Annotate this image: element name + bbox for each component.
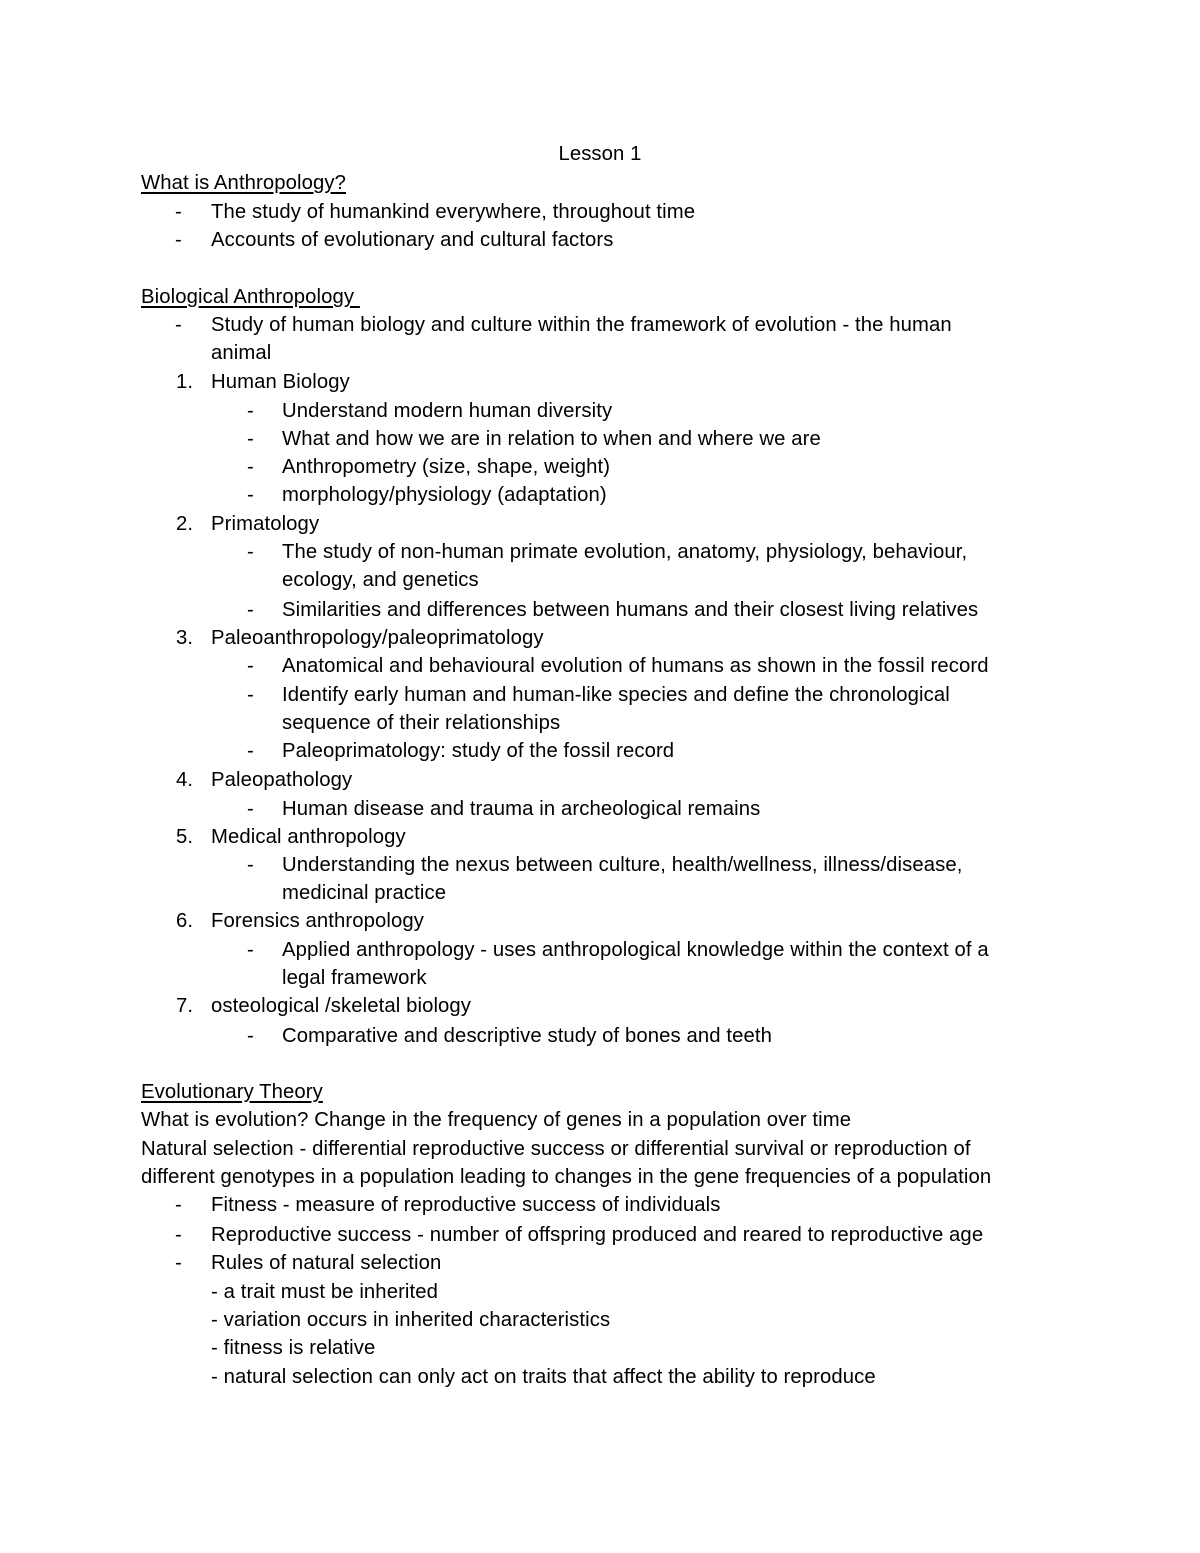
bullet-marker: - — [247, 428, 254, 450]
subfield-name: Forensics anthropology — [211, 910, 425, 932]
list-number: 6. — [176, 910, 194, 932]
bullet-marker: - — [247, 541, 254, 563]
bullet-text: Understanding the nexus between culture, health/wellness, illness/disease, — [282, 854, 963, 876]
bullet-text: Paleoprimatology: study of the fossil record — [282, 740, 675, 762]
rule-line: - fitness is relative — [211, 1337, 376, 1359]
bullet-marker: - — [247, 400, 254, 422]
bullet-marker: - — [247, 684, 254, 706]
bullet-marker: - — [175, 1252, 182, 1274]
bullet-text: Fitness - measure of reproductive success of individuals — [211, 1194, 721, 1216]
bullet-text-continued: ecology, and genetics — [282, 569, 479, 591]
bullet-marker: - — [175, 1224, 182, 1246]
section-heading-biological: Biological Anthropology — [141, 286, 360, 308]
subfield-name: Human Biology — [211, 371, 350, 393]
bullet-text: Similarities and differences between humans and their closest living relatives — [282, 599, 979, 621]
document-title: Lesson 1 — [558, 143, 642, 165]
bullet-marker: - — [247, 1025, 254, 1047]
bullet-marker: - — [247, 854, 254, 876]
bullet-text: Rules of natural selection — [211, 1252, 442, 1274]
bullet-text: Identify early human and human-like species and define the chronological — [282, 684, 950, 706]
rule-line: - variation occurs in inherited characteristics — [211, 1309, 611, 1331]
bullet-text: The study of non-human primate evolution, anatomy, physiology, behaviour, — [282, 541, 968, 563]
bullet-marker: - — [175, 201, 182, 223]
list-number: 4. — [176, 769, 194, 791]
bullet-text-continued: animal — [211, 342, 272, 364]
bullet-text: Comparative and descriptive study of bones and teeth — [282, 1025, 772, 1047]
bullet-text: Applied anthropology - uses anthropological knowledge within the context of a — [282, 939, 989, 961]
bullet-marker: - — [247, 484, 254, 506]
paragraph-line: different genotypes in a population leading to changes in the gene frequencies of a population — [141, 1166, 992, 1188]
bullet-text: morphology/physiology (adaptation) — [282, 484, 607, 506]
bullet-marker: - — [247, 798, 254, 820]
subfield-name: osteological /skeletal biology — [211, 995, 472, 1017]
list-number: 1. — [176, 371, 194, 393]
bullet-marker: - — [247, 655, 254, 677]
subfield-name: Medical anthropology — [211, 826, 406, 848]
bullet-marker: - — [175, 314, 182, 336]
bullet-text: Study of human biology and culture within the framework of evolution - the human — [211, 314, 952, 336]
bullet-marker: - — [175, 229, 182, 251]
list-number: 3. — [176, 627, 194, 649]
bullet-text: Understand modern human diversity — [282, 400, 613, 422]
bullet-text: Anthropometry (size, shape, weight) — [282, 456, 611, 478]
subfield-name: Paleoanthropology/paleoprimatology — [211, 627, 544, 649]
bullet-text-continued: legal framework — [282, 967, 427, 989]
bullet-text-continued: medicinal practice — [282, 882, 447, 904]
subfield-name: Primatology — [211, 513, 320, 535]
bullet-marker: - — [247, 599, 254, 621]
section-heading-evolution: Evolutionary Theory — [141, 1081, 323, 1103]
bullet-marker: - — [247, 740, 254, 762]
bullet-text: Accounts of evolutionary and cultural factors — [211, 229, 614, 251]
bullet-text: Anatomical and behavioural evolution of humans as shown in the fossil record — [282, 655, 989, 677]
list-number: 2. — [176, 513, 194, 535]
paragraph-line: Natural selection - differential reproductive success or differential survival or reproduction of — [141, 1138, 971, 1160]
paragraph-line: What is evolution? Change in the frequency of genes in a population over time — [141, 1109, 852, 1131]
list-number: 7. — [176, 995, 194, 1017]
subfield-name: Paleopathology — [211, 769, 353, 791]
bullet-text: Reproductive success - number of offspring produced and reared to reproductive age — [211, 1224, 984, 1246]
bullet-marker: - — [247, 456, 254, 478]
bullet-marker: - — [175, 1194, 182, 1216]
list-number: 5. — [176, 826, 194, 848]
bullet-text: Human disease and trauma in archeological remains — [282, 798, 761, 820]
rule-line: - natural selection can only act on traits that affect the ability to reproduce — [211, 1366, 876, 1388]
bullet-text-continued: sequence of their relationships — [282, 712, 561, 734]
bullet-marker: - — [247, 939, 254, 961]
rule-line: - a trait must be inherited — [211, 1281, 439, 1303]
bullet-text: The study of humankind everywhere, throughout time — [211, 201, 696, 223]
bullet-text: What and how we are in relation to when and where we are — [282, 428, 821, 450]
section-heading-anthropology: What is Anthropology? — [141, 172, 347, 194]
